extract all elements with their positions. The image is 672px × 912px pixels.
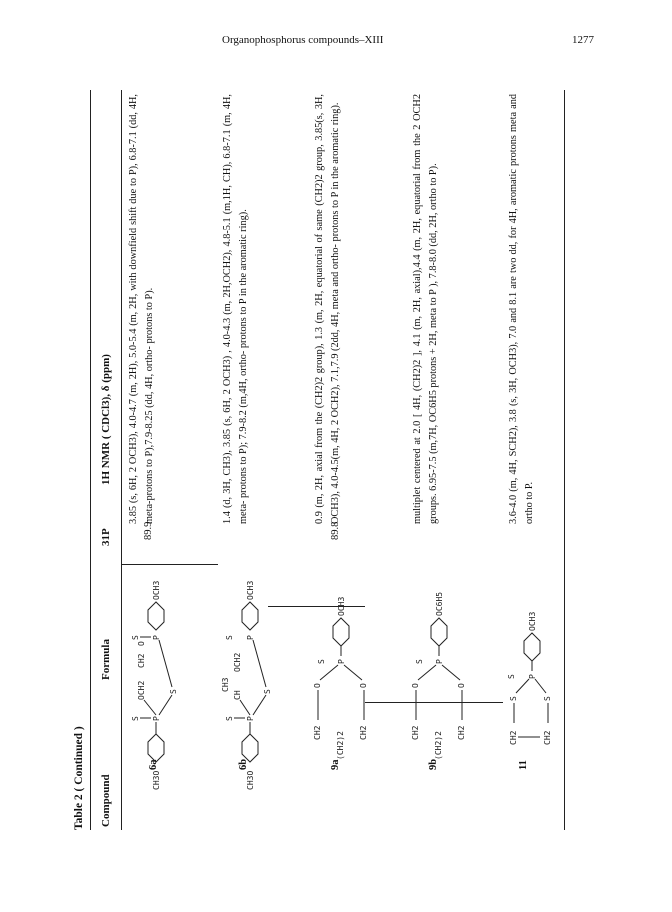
label-s: S (415, 659, 424, 664)
label-och2: OCH2 (233, 652, 242, 672)
label-s: S (225, 635, 234, 640)
label-s: S (507, 674, 516, 679)
label-s: S (263, 689, 272, 694)
page-number: 1277 (572, 34, 594, 46)
label-ch2-2: (CH2)2 (336, 731, 345, 760)
label-och3: OCH3 (337, 596, 346, 616)
top-rule (90, 90, 91, 830)
p31-value: 89.8 (330, 521, 341, 540)
label-ch2: CH2 (509, 730, 518, 745)
label-p: P (337, 659, 346, 664)
structure-formula-9a (310, 560, 375, 760)
label-och3: OCH3 (528, 611, 537, 631)
label-ch2: CH2 (313, 725, 322, 740)
label-s: S (169, 689, 178, 694)
nmr-data: multiplet centered at 2.0 [ 4H, (CH2)2 ], 4.1 (m, 2H, axial),4.4 (m, 2H, equatorial from the 2 OCH2 groups. 6.95-7.5 (m,7H, OC6H5 protons + 2H, meta to P ), 7.8-8.0 (dd, 2H, ortho to P). (412, 94, 440, 524)
label-s: S (131, 716, 140, 721)
label-s: S (543, 696, 552, 701)
structure-formula-11 (504, 555, 567, 745)
nmr-data: 3.85 (s, 6H, 2 OCH3), 4.0-4.7 (m, 2H), 5.0-5.4 (m, 2H, with downfield shift due to P), 6.8-7.1 (dd, 4H, meta-protons to P),7.9-8.25 (dd, 4H, ortho- protons to P). (128, 94, 156, 524)
column-header-nmr: 1H NMR ( CDCl3), δ (ppm) (100, 354, 112, 485)
column-header-31p: 31P (100, 528, 112, 546)
structure-formula-6a (126, 570, 189, 790)
table-caption: Table 2 ( Continued ) (73, 726, 85, 830)
label-ch2: CH2 (137, 653, 146, 668)
label-ch2: CH2 (543, 730, 552, 745)
running-header-title: Organophosphorus compounds–XIII (222, 34, 384, 46)
nmr-data: 1.4 (d, 3H, CH3), 3.85 (s, 6H, 2 OCH3) , 4.0-4.3 (m, 2H,OCH2), 4.8-5.1 (m,1H, CH), 6.8-7.1 (m, 4H, meta- protons to P); 7.9-8.2 (m,4H, ortho- protons to P in the aromatic ring). (222, 94, 250, 524)
label-s: S (131, 635, 140, 640)
nmr-data: 3.6-4.0 (m, 4H, SCH2), 3.8 (s, 3H, OCH3), 7.0 and 8.1 are two dd, for 4H, aromatic protons meta and ortho to P. (508, 94, 536, 524)
label-ch3: CH3 (221, 677, 230, 692)
label-s: S (317, 659, 326, 664)
label-p: P (246, 635, 255, 640)
column-header-formula: Formula (100, 639, 112, 680)
label-och3: OCH3 (152, 580, 161, 600)
structure-formula-9b (408, 560, 473, 760)
label-och2: OCH2 (137, 680, 146, 700)
label-p: P (246, 716, 255, 721)
label-ch2-2: (CH2)2 (434, 731, 443, 760)
compound-id: 11 (518, 760, 529, 770)
column-header-compound: Compound (100, 774, 112, 827)
label-och3: OCH3 (246, 580, 255, 600)
label-o: O (137, 641, 146, 646)
header-rule (121, 90, 122, 830)
label-p: P (528, 674, 537, 679)
label-ch2: CH2 (359, 725, 368, 740)
label-p: P (435, 659, 444, 664)
p31-value: 89.9 (143, 521, 154, 540)
row-divider (121, 564, 218, 565)
label-p: P (152, 635, 161, 640)
label-o: O (411, 683, 420, 688)
compound-id: 6a (148, 759, 159, 770)
compound-id: 9b (428, 758, 439, 770)
label-s: S (509, 696, 518, 701)
compound-id: 6b (238, 758, 249, 770)
label-p: P (152, 716, 161, 721)
nmr-data: 0.9 (m, 2H, axial from the (CH2)2 group), 1.3 (m, 2H, equatorial of same (CH2)2 group, 3.85(s, 3H, OCH3), 4.0-4.5(m, 4H, 2 OCH2), 7.1,7.9 (2dd, 4H, meta and ortho- protons to P in the aromatic ring). (314, 94, 342, 524)
compound-id: 9a (330, 759, 341, 770)
label-ch3o: CH3O (246, 770, 255, 790)
label-o: O (313, 683, 322, 688)
rotated-table (73, 90, 590, 830)
label-o: O (457, 683, 466, 688)
structure-formula-6b (220, 570, 283, 790)
label-ch2: CH2 (457, 725, 466, 740)
label-oc6h5: OC6H5 (435, 591, 444, 616)
label-ch3o: CH3O (152, 770, 161, 790)
label-ch2: CH2 (411, 725, 420, 740)
label-o: O (359, 683, 368, 688)
label-s: S (225, 716, 234, 721)
label-ch: CH (233, 690, 242, 700)
